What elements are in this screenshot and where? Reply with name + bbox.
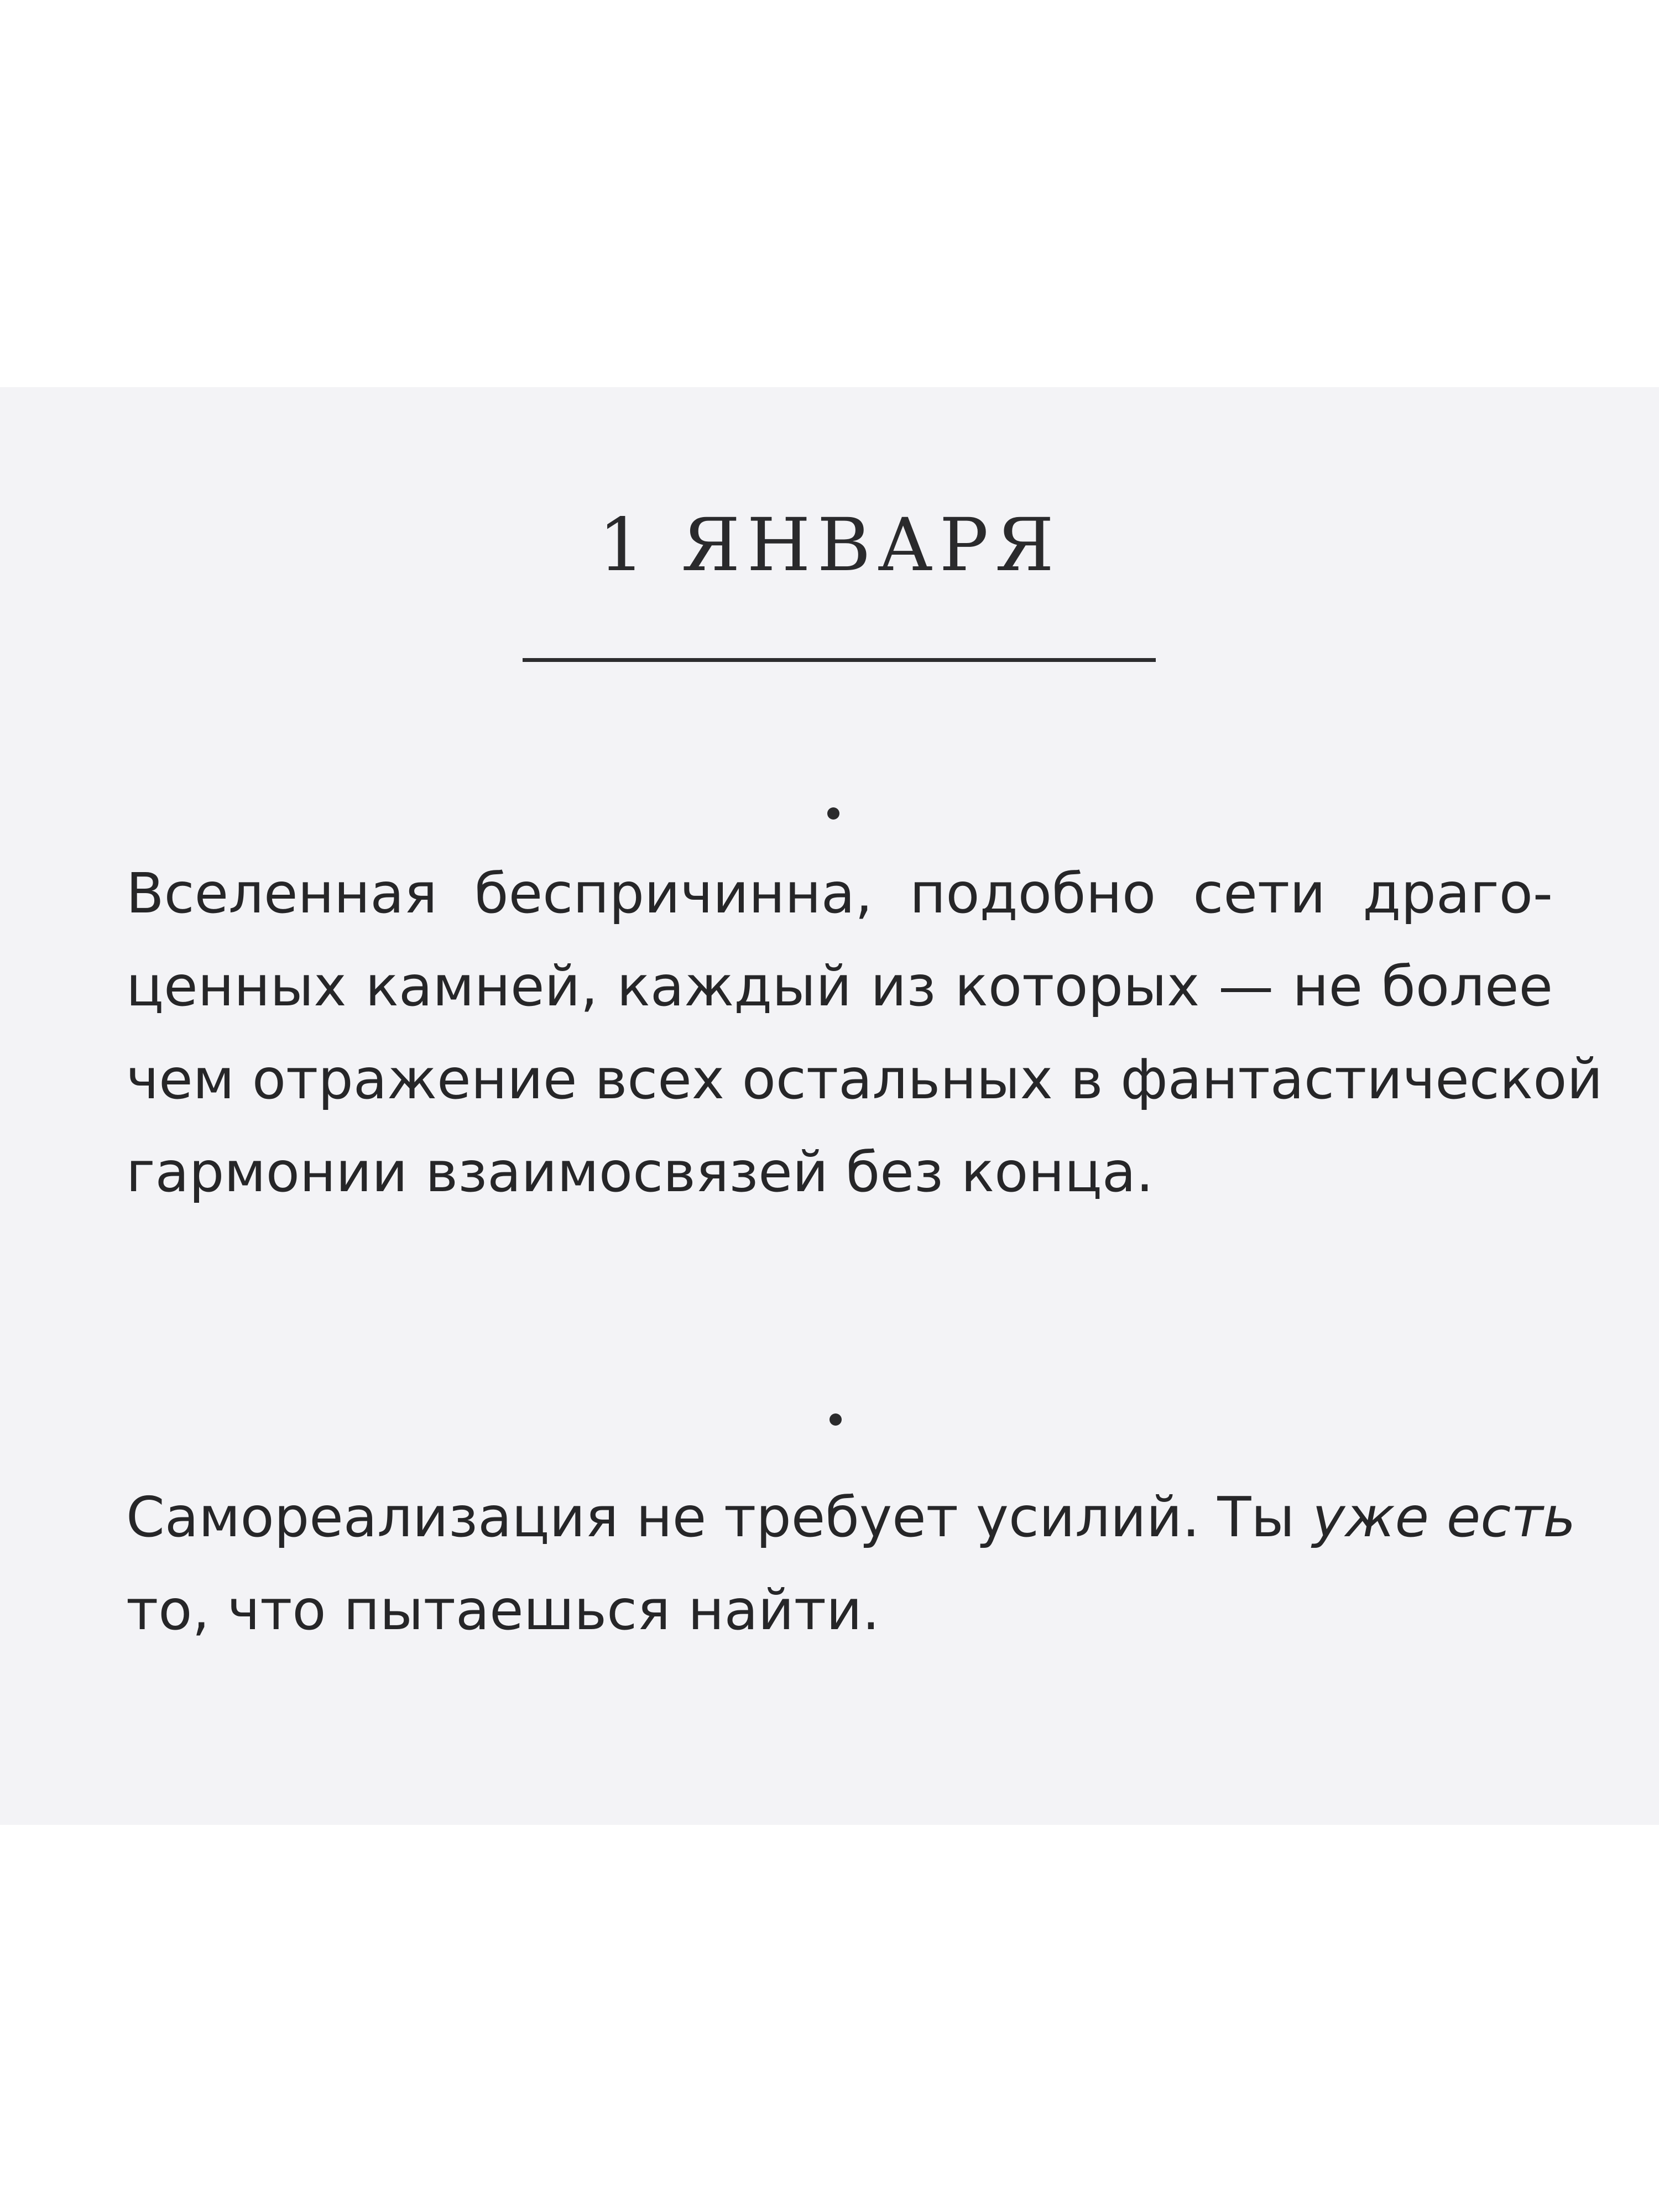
section-bullet	[830, 1413, 842, 1426]
paragraph-line: чем отражение всех остальных в фантастической	[126, 1047, 1603, 1112]
paragraph-1	[126, 847, 1603, 1219]
paragraph-line: Вселенная беспричинна, подобно сети драго-	[126, 861, 1553, 926]
paragraph-line: гармонии взаимосвязей без конца.	[126, 1140, 1154, 1204]
section-bullet	[827, 807, 839, 820]
paragraph-line: то, что пытаешься найти.	[126, 1578, 880, 1642]
emphasized-text: уже есть	[1312, 1485, 1576, 1550]
title-underline	[523, 658, 1156, 662]
page-title: 1 ЯНВАРЯ	[598, 503, 1061, 588]
paragraph-2	[126, 1471, 1576, 1657]
paragraph-line	[126, 1471, 1576, 1564]
paragraph-text: Самореализация не требует усилий. Ты	[126, 1485, 1313, 1550]
paragraph-line: ценных камней, каждый из которых — не более	[126, 954, 1553, 1019]
book-page	[0, 387, 1659, 1825]
